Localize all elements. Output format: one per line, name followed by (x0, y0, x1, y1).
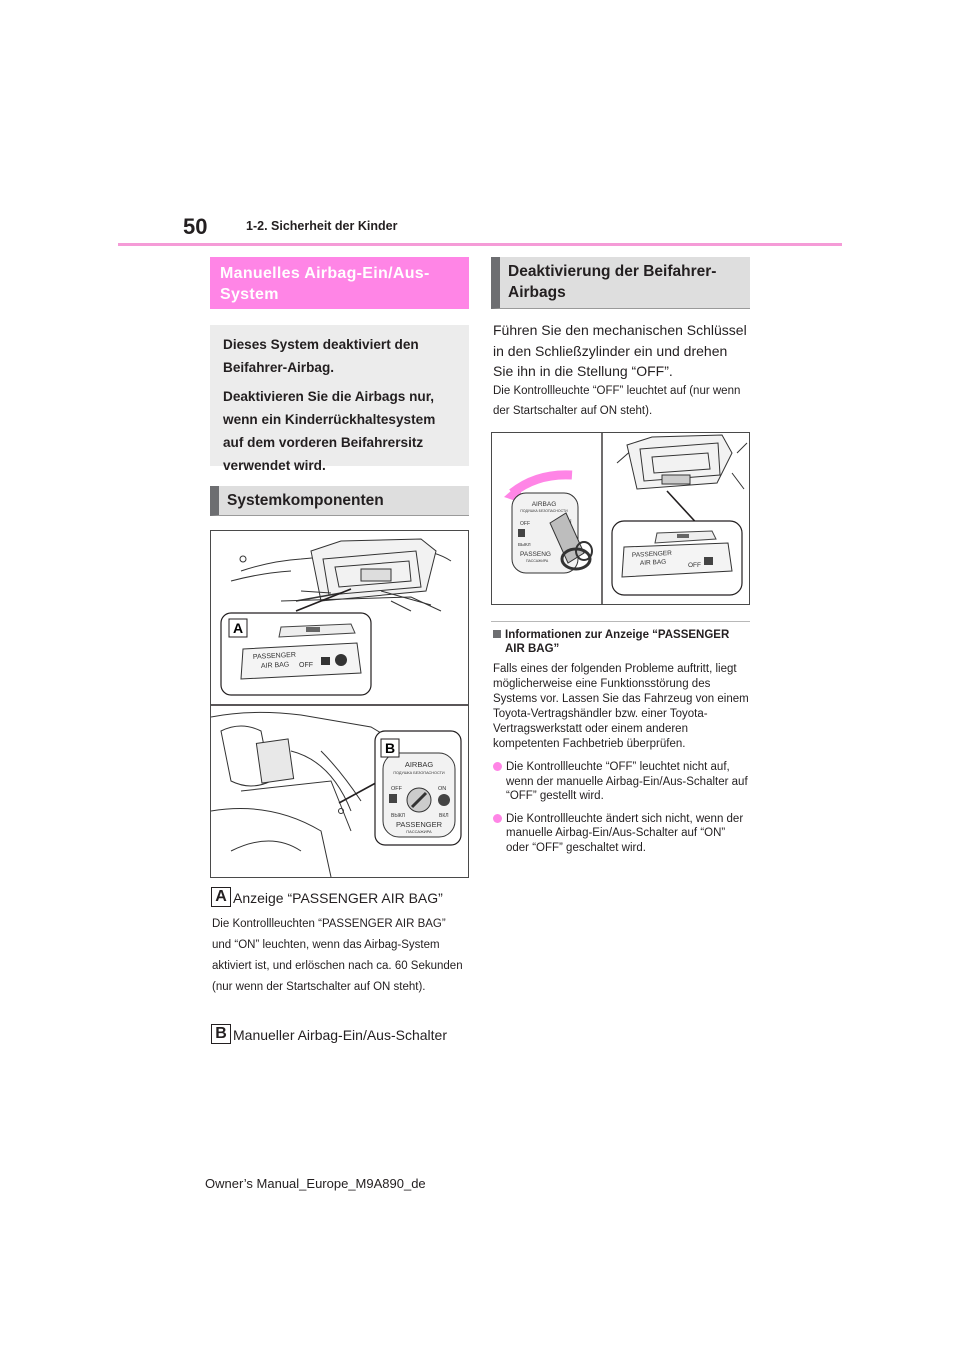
intro-text-1: Dieses System deaktiviert den Beifahrer-Airbag. (223, 337, 419, 375)
bullet-item-2: Die Kontrollleuchte ändert sich nicht, wenn der manuelle Airbag-Ein/Aus-Schalter auf “ON” oder “OFF” geschaltet wird. (493, 812, 750, 856)
key-switch-text-ru-2: ПАССАЖИРА (526, 559, 549, 563)
item-a-description: Die Kontrollleuchten “PASSENGER AIR BAG” und “ON” leuchten, wenn das Airbag-System aktiviert ist, und erlöschen nach ca. 60 Sekunden (nur wenn der Startschalter auf ON steht). (212, 918, 463, 993)
indicator-airbag-icon (321, 657, 330, 665)
switch-text-ru-on: ВКЛ (439, 813, 449, 819)
switch-text-ru-1: ПОДУШКА БЕЗОПАСНОСТИ (393, 771, 445, 775)
switch-airbag-on-icon (438, 794, 450, 806)
right-note-text: Die Kontrollleuchte “OFF” leuchtet auf (nur wenn der Startschalter auf ON steht). (493, 385, 741, 417)
right-body-text: Führen Sie den mechanischen Schlüssel in den Schließzylinder ein und drehen Sie ihn in die Stellung “OFF”. (493, 322, 747, 379)
page-number: 50 (183, 214, 208, 239)
section-title: 1-2. Sicherheit der Kinder (246, 219, 398, 233)
bullet-item-1: Die Kontrollleuchte “OFF” leuchtet nicht auf, wenn der manuelle Airbag-Ein/Aus-Schalter auf “OFF” gestellt wird. (493, 760, 750, 804)
bullet-dot-icon (493, 762, 502, 771)
switch-text-ru-off: ВЫКЛ (391, 813, 405, 819)
indicator-text-off: OFF (299, 662, 313, 669)
info-section (493, 628, 750, 855)
figure-label-a: A (232, 620, 244, 636)
info-heading-row (493, 628, 750, 656)
item-b-title: Manueller Airbag-Ein/Aus-Schalter (233, 1027, 447, 1043)
header-rule (118, 243, 842, 246)
switch-text-on: ON (438, 786, 447, 792)
switch-text-airbag: AIRBAG (404, 760, 434, 769)
key-indicator-airbag-icon (704, 557, 713, 565)
key-switch-text-off: OFF (520, 521, 530, 527)
item-a-label: A (211, 887, 231, 907)
item-b-label: B (211, 1024, 231, 1044)
key-switch-text-airbag: AIRBAG (531, 501, 557, 508)
key-switch-airbag-icon (518, 529, 525, 537)
intro-text-2: Deaktivieren Sie die Airbags nur, wenn ein Kinderrückhaltesystem auf dem vorderen Beifahrersitz verwendet wird. (223, 389, 436, 473)
square-bullet-icon (493, 630, 501, 638)
switch-airbag-off-icon (389, 794, 397, 803)
key-switch-text-ru-off: ВЫКЛ (518, 542, 531, 547)
heading-deaktivierung: Deaktivierung der Beifahrer-Airbags (491, 257, 750, 309)
info-heading: Informationen zur Anzeige “PASSENGER AIR BAG” (505, 629, 730, 655)
info-body: Falls eines der folgenden Probleme auftritt, liegt möglicherweise eine Funktionsstörung des Systems vor. Lassen Sie das Fahrzeug von einem Toyota-Vertragshändler bzw. einer Toyota-Vertragswerkstatt oder einem anderen kompetenten Fachbetrieb überprüfen. (493, 663, 749, 750)
indicator-text-passenger: PASSENGER (252, 651, 297, 661)
indicator-text-airbag: AIR BAG (260, 661, 290, 670)
intro-box (210, 325, 469, 473)
key-switch-text-passenger: PASSENG (520, 551, 551, 558)
key-indicator-text-off: OFF (688, 562, 701, 569)
key-switch-text-ru-1: ПОДУШКА БЕЗОПАСНОСТИ (520, 509, 568, 513)
indicator-on-icon (335, 654, 347, 666)
subheading-systemkomponenten: Systemkomponenten (210, 486, 469, 516)
key-indicator-text-2: AIR BAG (639, 558, 667, 567)
figure-label-b: B (384, 740, 396, 756)
switch-text-ru-2: ПАССАЖИРА (406, 829, 432, 834)
info-rule (491, 621, 750, 622)
item-a-title: Anzeige “PASSENGER AIR BAG” (233, 890, 443, 906)
figure-key-illustration (492, 433, 749, 604)
figure-system-components (210, 530, 469, 878)
footer: Owner’s Manual_Europe_M9A890_de (205, 1176, 426, 1191)
figure-key-switch (491, 432, 750, 605)
switch-text-passenger: PASSENGER (395, 820, 443, 829)
section-heading-manual-airbag: Manuelles Airbag-Ein/Aus-System (210, 257, 469, 309)
key-indicator-text-1: PASSENGER (631, 549, 673, 559)
bullet-dot-icon (493, 814, 502, 823)
figure-illustration (211, 531, 468, 877)
switch-text-off: OFF (391, 786, 402, 792)
